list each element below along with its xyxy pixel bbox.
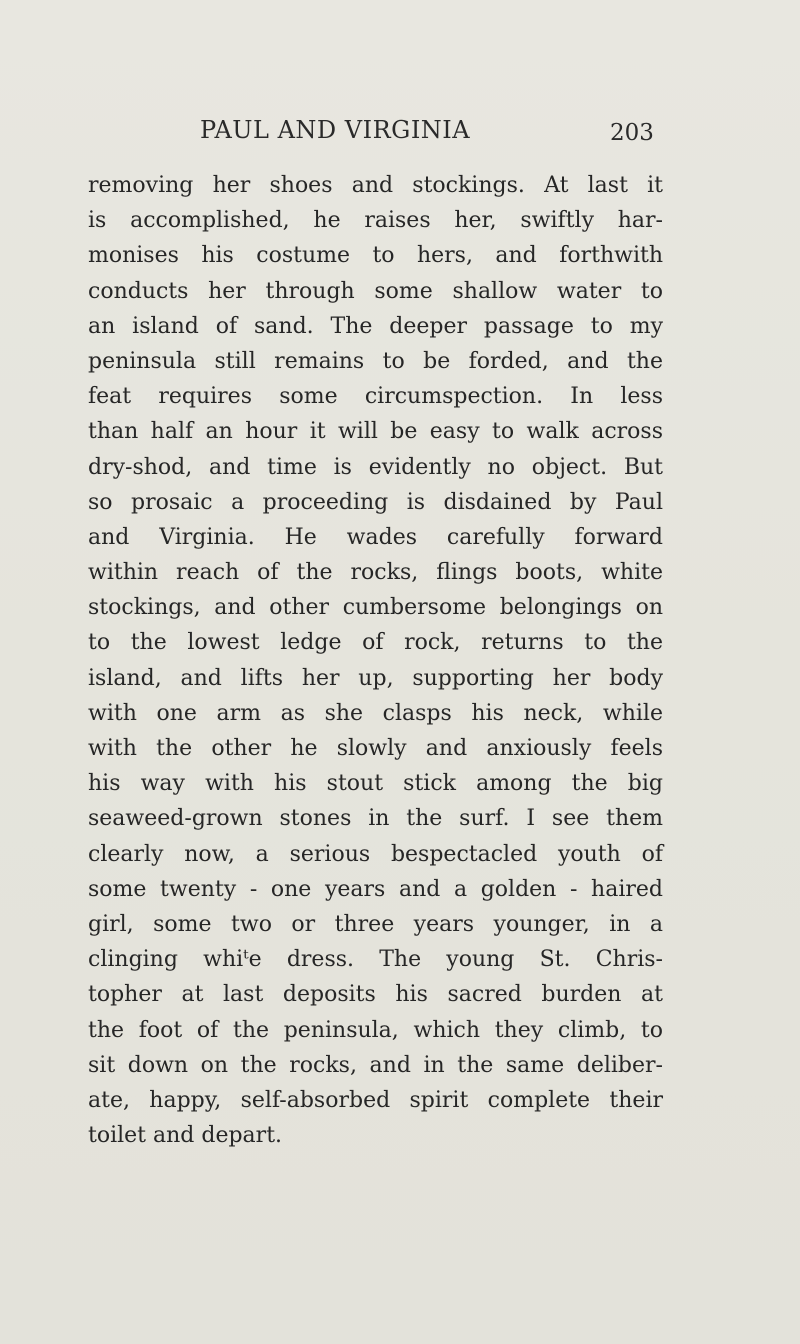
- text-line: stockings, and other cumbersome belongings on: [88, 595, 663, 621]
- text-line: ate, happy, self-absorbed spirit complete their: [88, 1087, 663, 1113]
- text-line: so prosaic a proceeding is disdained by Paul: [88, 489, 663, 515]
- text-line: conducts her through some shallow water to: [88, 278, 663, 304]
- body-paragraph: [88, 168, 663, 1153]
- text-line: sit down on the rocks, and in the same deliber-: [88, 1052, 663, 1078]
- text-line: is accomplished, he raises her, swiftly har-: [88, 208, 663, 234]
- text-line: his way with his stout stick among the big: [88, 771, 663, 797]
- text-line: within reach of the rocks, flings boots, white: [88, 560, 663, 586]
- text-line: clearly now, a serious bespectacled youth of: [88, 841, 663, 867]
- text-line: monises his costume to hers, and forthwith: [88, 243, 663, 269]
- page-number: 203: [610, 120, 654, 146]
- text-line: to the lowest ledge of rock, returns to the: [88, 630, 663, 656]
- text-line: toilet and depart.: [88, 1123, 283, 1149]
- text-line: peninsula still remains to be forded, and the: [88, 348, 663, 374]
- text-line: some twenty - one years and a golden - haired: [88, 876, 663, 902]
- text-line: island, and lifts her up, supporting her body: [88, 665, 663, 691]
- text-line: girl, some two or three years younger, in a: [88, 911, 663, 937]
- running-head-title: PAUL AND VIRGINIA: [200, 116, 471, 144]
- text-line: feat requires some circumspection. In less: [88, 384, 663, 410]
- text-line: clinging whiᵗe dress. The young St. Chris-: [88, 947, 663, 973]
- text-line: seaweed-grown stones in the surf. I see them: [88, 806, 663, 832]
- text-line: the foot of the peninsula, which they climb, to: [88, 1017, 663, 1043]
- text-line: and Virginia. He wades carefully forward: [88, 524, 663, 550]
- text-line: removing her shoes and stockings. At last it: [88, 173, 663, 198]
- text-line: with one arm as she clasps his neck, while: [88, 700, 663, 726]
- text-line: dry-shod, and time is evidently no object. But: [88, 454, 663, 480]
- text-line: an island of sand. The deeper passage to my: [88, 313, 663, 339]
- text-line: topher at last deposits his sacred burden at: [88, 982, 663, 1008]
- text-line: than half an hour it will be easy to walk across: [88, 419, 663, 445]
- text-line: with the other he slowly and anxiously feels: [88, 736, 663, 761]
